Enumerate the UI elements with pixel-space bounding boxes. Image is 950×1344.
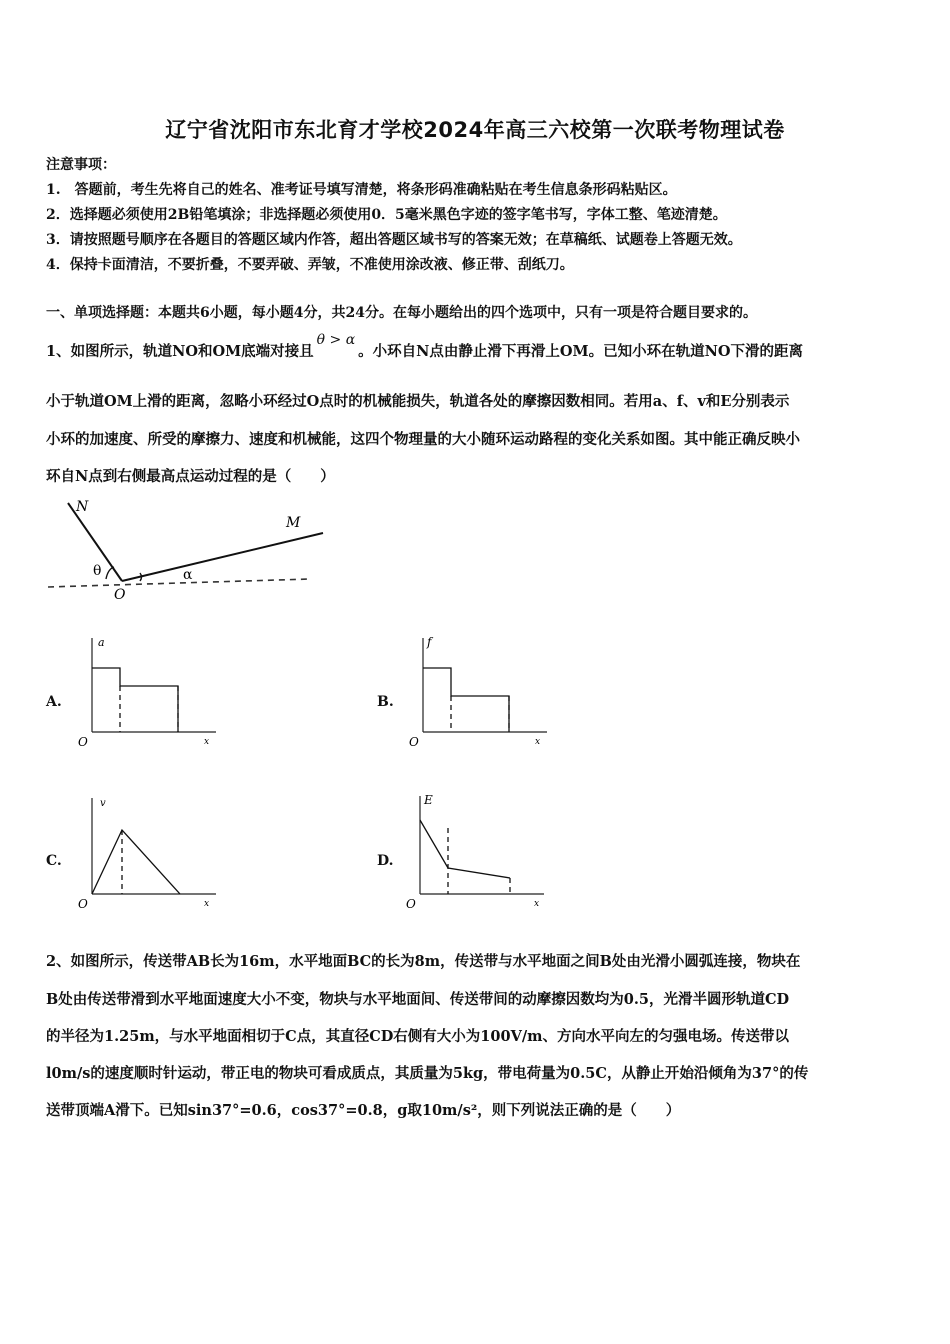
notice-item: 1. 答题前，考生先将自己的姓名、准考证号填写清楚，将条形码准确粘贴在考生信息条形码粘贴区。: [46, 182, 677, 198]
origin-label: O: [409, 735, 419, 748]
q2-line: l0m/s的速度顺时针运动，带正电的物块可看成质点，其质量为5kg，带电荷量为0.5C，从静止开始沿倾角为37°的传: [46, 1065, 809, 1082]
q1-text-part: 。小环自N点由静止滑下再滑上OM。已知小环在轨道NO下滑的距离: [358, 343, 803, 360]
notice-item: 4．保持卡面清洁，不要折叠，不要弄破、弄皱，不准使用涂改液、修正带、刮纸刀。: [46, 257, 574, 273]
option-a-label[interactable]: A.: [46, 694, 62, 710]
x-axis-label: x: [204, 899, 210, 909]
label-n: N: [76, 499, 89, 515]
graph-d[interactable]: [402, 788, 552, 910]
q2-line: 送带顶端A滑下。已知sin37°=0.6，cos37°=0.8，g取10m/s²，则下列说法正确的是（ ）: [46, 1102, 681, 1119]
notice-item: 3．请按照题号顺序在各题目的答题区域内作答，超出答题区域书写的答案无效；在草稿纸、试题卷上答题无效。: [46, 232, 742, 248]
notice-heading: 注意事项：: [46, 157, 116, 173]
q1-line: 环自N点到右侧最高点运动过程的是（ ）: [46, 468, 335, 485]
origin-label: O: [406, 897, 416, 910]
q1-line: 小环的加速度、所受的摩擦力、速度和机械能，这四个物理量的大小随环运动路程的变化关系如图。其中能正确反映小: [46, 431, 800, 448]
origin-label: O: [78, 735, 88, 748]
graph-b-curve: [423, 668, 509, 732]
q2-line: 2、如图所示，传送带AB长为16m，水平地面BC的长为8m，传送带与水平地面之间B处由光滑小圆弧连接，物块在: [46, 953, 801, 970]
graph-a[interactable]: [74, 630, 224, 748]
notice-item: 2．选择题必须使用2B铅笔填涂；非选择题必须使用0．5毫米黑色字迹的签字笔书写，字体工整、笔迹清楚。: [46, 207, 727, 223]
graph-d-curve: [420, 820, 510, 878]
track-om: [122, 533, 323, 581]
x-axis-label: x: [535, 737, 541, 747]
label-m: M: [286, 515, 301, 531]
section-heading: 一、单项选择题：本题共6小题，每小题4分，共24分。在每小题给出的四个选项中，只有一项是符合题目要求的。: [46, 305, 757, 321]
option-c-label[interactable]: C.: [46, 853, 62, 869]
origin-label: O: [78, 897, 88, 910]
x-axis-label: x: [534, 899, 540, 909]
q1-text-part: 1、如图所示，轨道NO和OM底端对接且: [46, 343, 314, 360]
q1-line: [46, 332, 803, 361]
y-axis-label: a: [98, 636, 105, 649]
page-title: 辽宁省沈阳市东北育才学校2024年高三六校第一次联考物理试卷: [165, 118, 785, 142]
graph-c-curve: [92, 830, 180, 894]
ground-dashed-line: [48, 579, 310, 587]
q1-line: 小于轨道OM上滑的距离，忽略小环经过O点时的机械能损失，轨道各处的摩擦因数相同。若用a、f、v和E分别表示: [46, 393, 790, 410]
label-theta: θ: [93, 563, 102, 579]
option-d-label[interactable]: D.: [377, 853, 394, 869]
graph-c[interactable]: [74, 790, 224, 910]
q2-line: 的半径为1.25m，与水平地面相切于C点，其直径CD右侧有大小为100V/m、方向水平向左的匀强电场。传送带以: [46, 1028, 789, 1045]
y-axis-label: v: [100, 798, 106, 809]
x-axis-label: x: [204, 737, 210, 747]
graph-b[interactable]: [405, 630, 555, 748]
track-figure: [40, 495, 340, 605]
label-alpha: α: [183, 567, 193, 583]
option-b-label[interactable]: B.: [377, 694, 394, 710]
q2-line: B处由传送带滑到水平地面速度大小不变，物块与水平地面间、传送带间的动摩擦因数均为0.5，光滑半圆形轨道CD: [46, 991, 790, 1008]
y-axis-label: f: [427, 635, 432, 649]
label-o: O: [114, 587, 126, 603]
q1-condition: θ > α: [316, 332, 356, 348]
graph-a-curve: [92, 668, 178, 732]
y-axis-label: E: [424, 793, 433, 807]
